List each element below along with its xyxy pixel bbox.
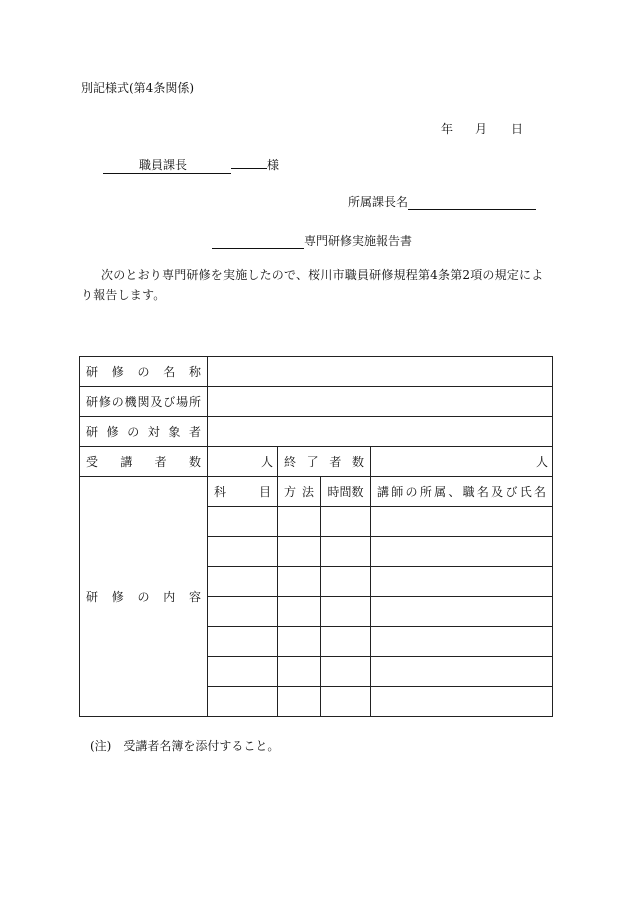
subject-header: 科目 [208, 477, 278, 507]
hours-cell[interactable] [321, 537, 371, 567]
method-cell[interactable] [278, 507, 321, 537]
table-row [80, 387, 553, 417]
addressee-underline [231, 168, 267, 169]
subject-cell[interactable] [208, 597, 278, 627]
instructor-header: 講師の所属、職名及び氏名 [371, 477, 553, 507]
instructor-cell[interactable] [371, 567, 553, 597]
hours-cell[interactable] [321, 567, 371, 597]
instructor-cell[interactable] [371, 597, 553, 627]
method-cell[interactable] [278, 597, 321, 627]
hours-cell[interactable] [321, 597, 371, 627]
date-year-label: 年 [441, 122, 454, 136]
report-title-line [212, 232, 412, 249]
instructor-cell[interactable] [371, 627, 553, 657]
instructor-cell[interactable] [371, 687, 553, 717]
footnote: (注) 受講者名簿を添付すること。 [90, 739, 280, 753]
method-header: 方法 [278, 477, 321, 507]
table-row [80, 357, 553, 387]
subject-cell[interactable] [208, 627, 278, 657]
date-line [441, 120, 523, 137]
training-name-field[interactable] [208, 357, 553, 387]
instructor-cell[interactable] [371, 507, 553, 537]
completed-field[interactable] [371, 447, 553, 477]
participants-label: 受講者数 [80, 447, 208, 477]
participants-unit: 人 [260, 455, 273, 469]
completed-unit: 人 [535, 455, 548, 469]
table-row [80, 417, 553, 447]
instructor-cell[interactable] [371, 537, 553, 567]
method-cell[interactable] [278, 567, 321, 597]
target-label: 研修の対象者 [80, 417, 208, 447]
target-field[interactable] [208, 417, 553, 447]
addressee-honorific: 様 [267, 158, 280, 172]
method-cell[interactable] [278, 687, 321, 717]
hours-cell[interactable] [321, 507, 371, 537]
content-label: 研修の内容 [80, 477, 208, 717]
department-head-label: 所属課長名 [348, 195, 409, 209]
report-title: 専門研修実施報告書 [304, 234, 413, 248]
training-report-table [79, 356, 553, 717]
subject-cell[interactable] [208, 537, 278, 567]
date-day-label: 日 [511, 122, 524, 136]
table-row [80, 447, 553, 477]
completed-label: 終了者数 [278, 447, 371, 477]
hours-header: 時間数 [321, 477, 371, 507]
subject-cell[interactable] [208, 657, 278, 687]
method-cell[interactable] [278, 627, 321, 657]
method-cell[interactable] [278, 537, 321, 567]
hours-cell[interactable] [321, 687, 371, 717]
training-name-label: 研修の名称 [80, 357, 208, 387]
participants-field[interactable] [208, 447, 278, 477]
subject-cell[interactable] [208, 687, 278, 717]
subject-cell[interactable] [208, 567, 278, 597]
addressee-line [103, 156, 279, 174]
institution-place-field[interactable] [208, 387, 553, 417]
hours-cell[interactable] [321, 627, 371, 657]
form-identifier: 別記様式(第4条関係) [81, 81, 194, 95]
date-month-label: 月 [475, 122, 488, 136]
report-title-underline [212, 236, 304, 249]
instructor-cell[interactable] [371, 657, 553, 687]
institution-place-label: 研修の機関及び場所 [80, 387, 208, 417]
department-head-signature-line [408, 197, 536, 210]
hours-cell[interactable] [321, 657, 371, 687]
method-cell[interactable] [278, 657, 321, 687]
table-row [80, 477, 553, 507]
addressee-title: 職員課長 [103, 156, 231, 174]
department-head-line [348, 193, 536, 210]
subject-cell[interactable] [208, 507, 278, 537]
report-body-text: 次のとおり専門研修を実施したので、桜川市職員研修規程第4条第2項の規定により報告します。 [81, 268, 544, 302]
